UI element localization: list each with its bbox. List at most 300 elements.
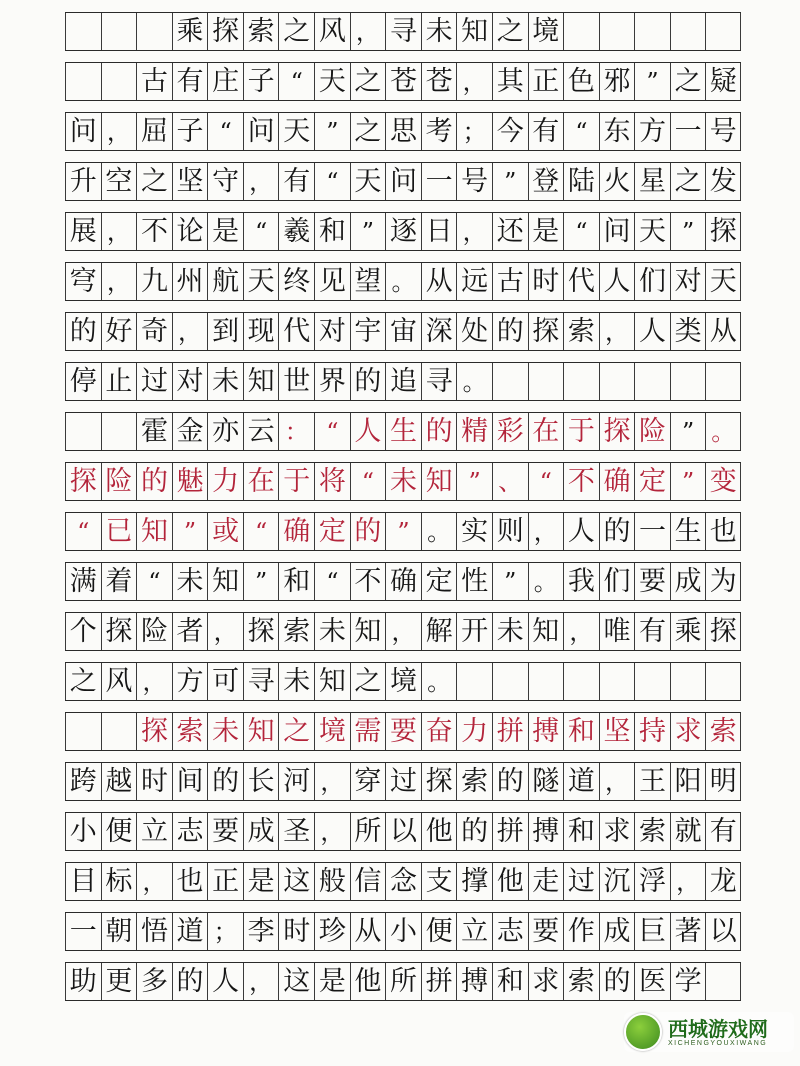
grid-cell: 是	[528, 213, 564, 250]
grid-cell: 他	[492, 863, 528, 900]
grid-cell: ，	[599, 763, 635, 800]
grid-row	[65, 712, 741, 751]
grid-cell: 从	[421, 263, 457, 300]
grid-cell: 精	[456, 413, 492, 450]
grid-cell: ，	[563, 613, 599, 650]
grid-cell: 到	[207, 313, 243, 350]
grid-cell: 过	[136, 363, 172, 400]
grid-cell	[101, 413, 137, 450]
grid-cell: ，	[101, 213, 137, 250]
grid-cell: 空	[101, 163, 137, 200]
grid-cell: 也	[172, 863, 208, 900]
grid-cell: 之	[350, 113, 386, 150]
grid-cell: 之	[350, 663, 386, 700]
grid-cell: 和	[314, 213, 350, 250]
grid-cell: ；	[207, 913, 243, 950]
grid-cell: 穹	[65, 263, 101, 300]
grid-cell	[705, 963, 741, 1000]
grid-cell: ”	[243, 563, 279, 600]
grid-cell: 时	[528, 263, 564, 300]
grid-cell: 探	[101, 613, 137, 650]
grid-cell: 知	[243, 363, 279, 400]
grid-cell	[101, 13, 137, 50]
grid-cell: 性	[456, 563, 492, 600]
grid-cell: 求	[670, 713, 706, 750]
grid-cell: 。	[528, 563, 564, 600]
grid-cell: 标	[101, 863, 137, 900]
grid-cell: ，	[456, 63, 492, 100]
grid-cell	[563, 663, 599, 700]
grid-cell: 人	[563, 513, 599, 550]
grid-cell: 龙	[705, 863, 741, 900]
grid-cell: 的	[599, 963, 635, 1000]
grid-cell: ，	[136, 663, 172, 700]
grid-cell: 未	[314, 613, 350, 650]
grid-cell: 知	[350, 613, 386, 650]
grid-cell: 他	[421, 813, 457, 850]
grid-cell: 索	[563, 313, 599, 350]
grid-cell: 好	[101, 313, 137, 350]
grid-cell: 成	[243, 813, 279, 850]
grid-cell: 探	[599, 413, 635, 450]
grid-cell: 问	[599, 213, 635, 250]
grid-cell: 一	[421, 163, 457, 200]
grid-cell: ，	[243, 963, 279, 1000]
grid-cell: 苍	[421, 63, 457, 100]
grid-cell: 以	[705, 913, 741, 950]
grid-cell: 和	[278, 563, 314, 600]
grid-cell: ”	[172, 513, 208, 550]
grid-row	[65, 812, 741, 851]
grid-cell: 要	[385, 713, 421, 750]
grid-cell: “	[563, 113, 599, 150]
grid-cell: 之	[278, 713, 314, 750]
grid-cell: 便	[421, 913, 457, 950]
grid-cell: 问	[243, 113, 279, 150]
grid-cell: 逐	[385, 213, 421, 250]
grid-cell: 解	[421, 613, 457, 650]
grid-cell: 拼	[492, 813, 528, 850]
grid-cell: 停	[65, 363, 101, 400]
grid-cell: 小	[65, 813, 101, 850]
grid-cell: 对	[670, 263, 706, 300]
grid-cell: 的	[172, 963, 208, 1000]
grid-cell: 对	[314, 313, 350, 350]
grid-cell	[492, 663, 528, 700]
grid-cell: 宇	[350, 313, 386, 350]
grid-cell: 确	[278, 513, 314, 550]
grid-cell: 一	[670, 113, 706, 150]
grid-cell: 类	[670, 313, 706, 350]
grid-cell: 医	[634, 963, 670, 1000]
grid-cell: 风	[101, 663, 137, 700]
grid-cell: 彩	[492, 413, 528, 450]
grid-cell: 索	[456, 763, 492, 800]
grid-cell: 唯	[599, 613, 635, 650]
grid-cell: 是	[207, 213, 243, 250]
grid-cell: 所	[350, 813, 386, 850]
grid-cell: “	[314, 163, 350, 200]
grid-cell: 在	[528, 413, 564, 450]
grid-cell: 跨	[65, 763, 101, 800]
grid-cell: ”	[634, 63, 670, 100]
grid-cell: ：	[278, 413, 314, 450]
grid-cell: 他	[350, 963, 386, 1000]
grid-cell	[634, 363, 670, 400]
grid-cell: 所	[385, 963, 421, 1000]
grid-cell: 着	[101, 563, 137, 600]
grid-cell: ，	[314, 813, 350, 850]
grid-cell: 探	[207, 13, 243, 50]
grid-cell: 世	[278, 363, 314, 400]
grid-cell: “	[65, 513, 101, 550]
grid-cell: 圣	[278, 813, 314, 850]
grid-cell: 问	[385, 163, 421, 200]
grid-cell: 人	[634, 313, 670, 350]
grid-row	[65, 162, 741, 201]
grid-cell: 从	[705, 313, 741, 350]
grid-cell: 已	[101, 513, 137, 550]
watermark-domain: XICHENGYOUXIWANG	[668, 1039, 768, 1047]
grid-cell: 探	[421, 763, 457, 800]
grid-cell: 搏	[528, 813, 564, 850]
grid-cell: 探	[65, 463, 101, 500]
grid-cell: “	[528, 463, 564, 500]
grid-cell: 代	[563, 263, 599, 300]
grid-cell: 力	[207, 463, 243, 500]
grid-cell: 正	[207, 863, 243, 900]
grid-cell: 支	[421, 863, 457, 900]
grid-cell: 探	[705, 213, 741, 250]
grid-cell: 不	[350, 563, 386, 600]
grid-cell: 不	[136, 213, 172, 250]
grid-cell	[599, 363, 635, 400]
grid-cell: 之	[350, 63, 386, 100]
grid-cell: 天	[314, 63, 350, 100]
grid-cell: ，	[456, 213, 492, 250]
grid-cell: ，	[385, 613, 421, 650]
grid-cell: 长	[243, 763, 279, 800]
grid-row	[65, 662, 741, 701]
leaf-circle-logo-icon	[624, 1013, 662, 1051]
grid-cell: 知	[314, 663, 350, 700]
grid-cell: 火	[599, 163, 635, 200]
grid-row	[65, 362, 741, 401]
grid-cell: 的	[65, 313, 101, 350]
grid-cell: 发	[705, 163, 741, 200]
grid-cell: 时	[278, 913, 314, 950]
grid-cell: 远	[456, 263, 492, 300]
grid-cell: ，	[207, 613, 243, 650]
grid-cell: 子	[172, 113, 208, 150]
grid-cell: 成	[670, 563, 706, 600]
grid-cell: 探	[243, 613, 279, 650]
grid-cell: 的	[492, 313, 528, 350]
grid-cell: 不	[563, 463, 599, 500]
grid-cell: 号	[705, 113, 741, 150]
grid-cell: 对	[172, 363, 208, 400]
grid-row	[65, 212, 741, 251]
grid-cell: 坚	[599, 713, 635, 750]
grid-cell	[65, 13, 101, 50]
grid-cell: 未	[172, 563, 208, 600]
grid-cell: 志	[492, 913, 528, 950]
grid-cell: 需	[350, 713, 386, 750]
grid-cell: 的	[599, 513, 635, 550]
grid-cell: 终	[278, 263, 314, 300]
grid-cell: 成	[599, 913, 635, 950]
grid-cell: 和	[492, 963, 528, 1000]
grid-cell: 界	[314, 363, 350, 400]
grid-cell: 沉	[599, 863, 635, 900]
grid-cell: 。	[456, 363, 492, 400]
grid-cell: 时	[136, 763, 172, 800]
grid-cell: 撑	[456, 863, 492, 900]
grid-cell: 走	[528, 863, 564, 900]
grid-cell: 过	[385, 763, 421, 800]
grid-cell: 满	[65, 563, 101, 600]
grid-cell: 或	[207, 513, 243, 550]
grid-cell: 论	[172, 213, 208, 250]
grid-cell: 日	[421, 213, 457, 250]
grid-cell: 天	[634, 213, 670, 250]
grid-cell: 之	[670, 163, 706, 200]
grid-cell: 境	[528, 13, 564, 50]
grid-cell: 索	[705, 713, 741, 750]
grid-cell: 我	[563, 563, 599, 600]
grid-cell: 索	[563, 963, 599, 1000]
grid-row	[65, 312, 741, 351]
grid-cell: 搏	[528, 713, 564, 750]
grid-cell: 知	[136, 513, 172, 550]
grid-cell: ，	[599, 313, 635, 350]
grid-row	[65, 762, 741, 801]
grid-cell: 悟	[136, 913, 172, 950]
grid-cell	[634, 663, 670, 700]
grid-row	[65, 962, 741, 1001]
grid-cell: 境	[385, 663, 421, 700]
grid-cell: “	[207, 113, 243, 150]
grid-cell: “	[314, 563, 350, 600]
grid-cell: 从	[350, 913, 386, 950]
grid-cell: 力	[456, 713, 492, 750]
grid-cell: 立	[136, 813, 172, 850]
grid-cell: ”	[670, 413, 706, 450]
grid-cell: 陆	[563, 163, 599, 200]
grid-cell: 今	[492, 113, 528, 150]
grid-row	[65, 912, 741, 951]
grid-row	[65, 12, 741, 51]
grid-cell: 求	[599, 813, 635, 850]
grid-cell: 东	[599, 113, 635, 150]
grid-cell: 于	[563, 413, 599, 450]
grid-cell: 一	[634, 513, 670, 550]
grid-cell: 深	[421, 313, 457, 350]
grid-cell	[634, 13, 670, 50]
grid-cell: 升	[65, 163, 101, 200]
grid-cell: 拼	[492, 713, 528, 750]
grid-cell: 思	[385, 113, 421, 150]
grid-cell: 屈	[136, 113, 172, 150]
grid-cell: ”	[350, 213, 386, 250]
grid-cell: 知	[528, 613, 564, 650]
grid-cell: 持	[634, 713, 670, 750]
grid-cell: 索	[278, 613, 314, 650]
grid-cell	[101, 63, 137, 100]
grid-cell	[65, 413, 101, 450]
grid-cell: ，	[314, 763, 350, 800]
grid-cell: 、	[492, 463, 528, 500]
grid-cell: 求	[528, 963, 564, 1000]
grid-cell: “	[350, 463, 386, 500]
grid-cell: 是	[243, 863, 279, 900]
grid-cell: 要	[634, 563, 670, 600]
grid-cell: ，	[101, 113, 137, 150]
grid-cell: 望	[350, 263, 386, 300]
grid-cell: 作	[563, 913, 599, 950]
watermark-text	[668, 1018, 768, 1047]
grid-cell: 将	[314, 463, 350, 500]
grid-cell: 州	[172, 263, 208, 300]
grid-cell: 邪	[599, 63, 635, 100]
grid-cell: 之	[65, 663, 101, 700]
grid-cell: 霍	[136, 413, 172, 450]
grid-cell: 险	[101, 463, 137, 500]
grid-cell: 生	[670, 513, 706, 550]
grid-cell	[599, 663, 635, 700]
grid-cell: 学	[670, 963, 706, 1000]
grid-cell: ，	[101, 263, 137, 300]
grid-cell: 过	[563, 863, 599, 900]
grid-cell: 现	[243, 313, 279, 350]
grid-cell: 。	[705, 413, 741, 450]
grid-cell: 浮	[634, 863, 670, 900]
grid-cell	[599, 13, 635, 50]
grid-cell: 处	[456, 313, 492, 350]
grid-cell: 这	[278, 863, 314, 900]
grid-cell: 九	[136, 263, 172, 300]
grid-cell: 的	[492, 763, 528, 800]
grid-cell: 巨	[634, 913, 670, 950]
grid-cell: 有	[634, 613, 670, 650]
manuscript-grid	[65, 12, 741, 1012]
grid-cell: 乘	[670, 613, 706, 650]
grid-cell: 信	[350, 863, 386, 900]
grid-cell: ，	[528, 513, 564, 550]
grid-cell: 登	[528, 163, 564, 200]
grid-cell	[456, 663, 492, 700]
grid-cell: 变	[705, 463, 741, 500]
grid-cell: 般	[314, 863, 350, 900]
grid-cell: 有	[172, 63, 208, 100]
grid-row	[65, 112, 741, 151]
grid-cell: 隧	[528, 763, 564, 800]
grid-cell: 还	[492, 213, 528, 250]
grid-cell: 确	[385, 563, 421, 600]
grid-cell: 的	[136, 463, 172, 500]
grid-cell: 天	[350, 163, 386, 200]
grid-cell: 目	[65, 863, 101, 900]
grid-cell: 李	[243, 913, 279, 950]
grid-cell: 。	[421, 663, 457, 700]
grid-cell	[528, 663, 564, 700]
grid-cell: ，	[670, 863, 706, 900]
grid-cell: 人	[207, 963, 243, 1000]
grid-cell: 方	[634, 113, 670, 150]
grid-cell: 可	[207, 663, 243, 700]
grid-cell: 以	[385, 813, 421, 850]
grid-cell: 河	[278, 763, 314, 800]
grid-cell: 探	[528, 313, 564, 350]
grid-cell: 立	[456, 913, 492, 950]
grid-cell: 为	[705, 563, 741, 600]
grid-cell: 和	[563, 713, 599, 750]
grid-cell: 天	[278, 113, 314, 150]
grid-cell: 未	[278, 663, 314, 700]
grid-cell: 的	[207, 763, 243, 800]
grid-cell: 未	[207, 713, 243, 750]
grid-cell	[563, 13, 599, 50]
grid-cell: 。	[385, 263, 421, 300]
grid-cell: 拼	[421, 963, 457, 1000]
grid-cell: 未	[492, 613, 528, 650]
grid-cell	[563, 363, 599, 400]
grid-cell: ；	[456, 113, 492, 150]
grid-cell: 方	[172, 663, 208, 700]
grid-cell: 珍	[314, 913, 350, 950]
grid-cell: 道	[172, 913, 208, 950]
grid-cell: 探	[705, 613, 741, 650]
grid-cell	[65, 713, 101, 750]
grid-row	[65, 62, 741, 101]
grid-cell: 小	[385, 913, 421, 950]
grid-cell: 未	[421, 13, 457, 50]
grid-cell: 坚	[172, 163, 208, 200]
grid-cell: 险	[634, 413, 670, 450]
grid-cell: 著	[670, 913, 706, 950]
grid-cell: ”	[492, 163, 528, 200]
grid-cell	[705, 363, 741, 400]
grid-cell: 有	[705, 813, 741, 850]
grid-cell: 宙	[385, 313, 421, 350]
site-watermark	[624, 1012, 794, 1052]
grid-cell	[492, 363, 528, 400]
grid-cell: 阳	[670, 763, 706, 800]
grid-cell: 奇	[136, 313, 172, 350]
grid-cell	[528, 363, 564, 400]
grid-cell: 是	[314, 963, 350, 1000]
grid-cell: 未	[385, 463, 421, 500]
grid-cell: 志	[172, 813, 208, 850]
grid-cell: 寻	[243, 663, 279, 700]
grid-cell: ”	[670, 463, 706, 500]
grid-cell: 开	[456, 613, 492, 650]
grid-row	[65, 612, 741, 651]
grid-cell: 索	[243, 13, 279, 50]
grid-cell: 知	[421, 463, 457, 500]
grid-cell: 更	[101, 963, 137, 1000]
grid-cell: 便	[101, 813, 137, 850]
grid-cell	[670, 663, 706, 700]
grid-cell: 。	[421, 513, 457, 550]
grid-cell: 疑	[705, 63, 741, 100]
grid-cell: 未	[207, 363, 243, 400]
grid-cell: 有	[278, 163, 314, 200]
grid-cell: ，	[136, 863, 172, 900]
grid-cell	[65, 63, 101, 100]
grid-cell: 险	[136, 613, 172, 650]
grid-cell: ，	[172, 313, 208, 350]
